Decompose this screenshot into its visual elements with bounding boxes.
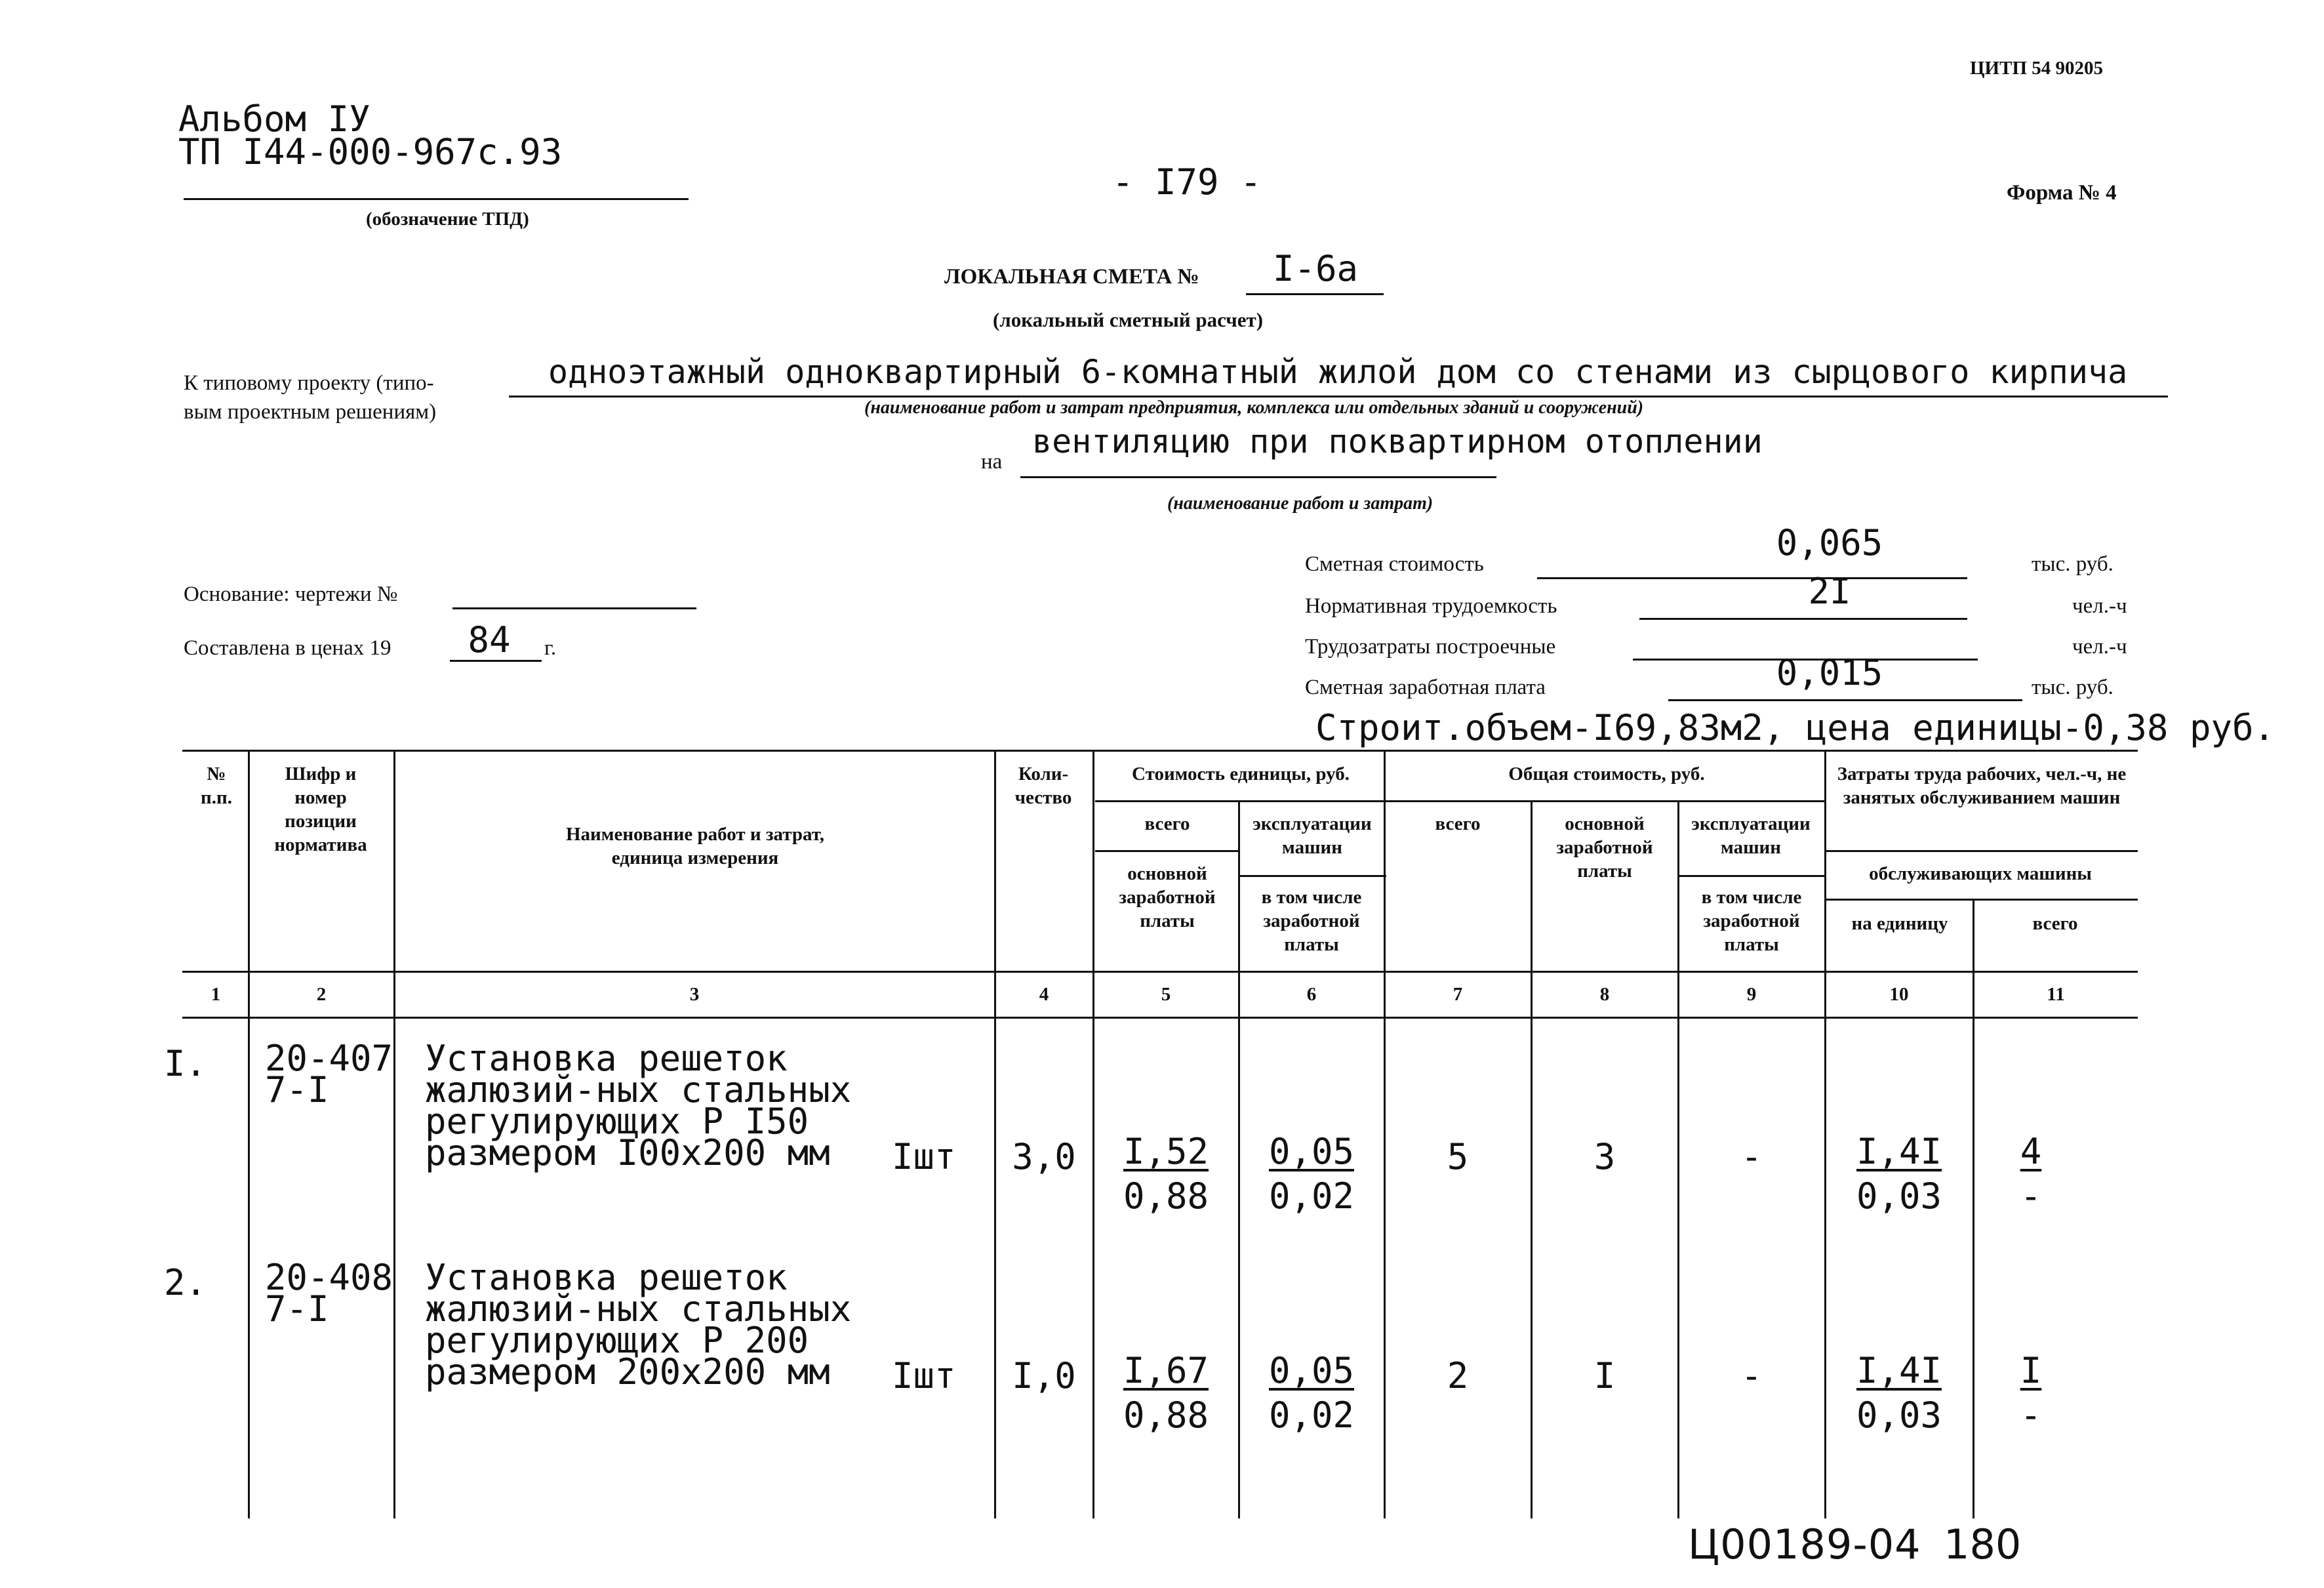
- form-number: Форма № 4: [2007, 181, 2117, 205]
- labor-intensity-unit: чел.-ч: [2072, 594, 2127, 618]
- row-1-total-machines: -: [1740, 1136, 1763, 1177]
- row-1-unit-basic-wages: 0,88: [1123, 1175, 1209, 1217]
- row-1-labor-total-machine: -: [2020, 1175, 2042, 1217]
- onsite-labor-unit: чел.-ч: [2072, 635, 2127, 659]
- estimated-cost-unit: тыс. руб.: [2032, 552, 2114, 576]
- header-labor-total: всего: [2032, 913, 2078, 934]
- header-labor: Затраты труда рабочих, чел.-ч, не занятых обслуживанием машин: [1837, 763, 2127, 808]
- row-2-unit: Iшт: [892, 1355, 956, 1396]
- column-number: 7: [1452, 984, 1463, 1005]
- row-2-unit-cost-cell: [1095, 1349, 1237, 1438]
- header-total-all: всего: [1435, 813, 1481, 834]
- col-divider-7: [1531, 800, 1533, 1518]
- row-1-unit-machines-cell: [1241, 1130, 1382, 1219]
- row-2-unit-machine-wages: 0,02: [1268, 1395, 1355, 1436]
- estimate-number: I-6а: [1272, 248, 1359, 289]
- row-2-num: 2.: [164, 1262, 207, 1303]
- page-number: - I79 -: [1112, 161, 1262, 203]
- row-2-total-basic-wages: I: [1593, 1355, 1616, 1396]
- project-number: ТП I44-000-967с.93: [178, 131, 563, 173]
- prices-label: Составлена в ценах 19: [184, 636, 391, 660]
- header-line-unit-machines: [1239, 875, 1386, 877]
- on-label: на: [981, 450, 1003, 474]
- project-name: одноэтажный одноквартирный 6-комнатный жилой дом со стенами из сырцового кирпича: [548, 353, 2128, 391]
- row-2-unit-cost: I,67: [1123, 1350, 1209, 1391]
- row-1-labor-per-unit-machine: 0,03: [1856, 1175, 1942, 1217]
- onsite-labor-label: Трудозатраты построечные: [1305, 635, 1556, 659]
- work-name-caption: (наименование работ и затрат): [1167, 493, 1433, 514]
- header-unit-cost: Стоимость единицы, руб.: [1132, 763, 1350, 784]
- labor-intensity-value: 2I: [1808, 571, 1851, 612]
- estimate-number-underline: [1246, 293, 1384, 295]
- column-number: 9: [1746, 984, 1757, 1005]
- header-unit-machines: эксплуатации машин: [1252, 813, 1372, 858]
- labor-intensity-underline: [1639, 618, 1967, 620]
- estimated-cost-label: Сметная стоимость: [1305, 552, 1484, 576]
- tpd-underline: [184, 198, 689, 200]
- row-2-total-machines: -: [1740, 1355, 1763, 1396]
- row-2-labor-per-unit-machine: 0,03: [1856, 1395, 1942, 1436]
- estimate-title: ЛОКАЛЬНАЯ СМЕТА №: [944, 265, 1199, 289]
- prices-suffix: г.: [544, 636, 557, 660]
- wages-underline: [1668, 699, 2022, 701]
- row-2-qty: I,0: [1012, 1355, 1076, 1396]
- row-1-code: 20-407 7-I: [265, 1038, 393, 1110]
- header-total-basic-wages: основной заработной платы: [1556, 813, 1653, 882]
- col-divider-5: [1238, 800, 1240, 1518]
- document-code: ЦИТП 54 90205: [1970, 58, 2104, 79]
- drawings-label: Основание: чертежи №: [184, 582, 398, 606]
- row-1-qty: 3,0: [1012, 1136, 1076, 1177]
- row-2-unit-machines-cell: [1241, 1349, 1382, 1438]
- tpd-caption: (обозначение ТПД): [366, 209, 529, 230]
- col-divider-8: [1677, 800, 1679, 1518]
- header-line-labor-2: [1826, 899, 2138, 901]
- row-1-num: I.: [164, 1043, 207, 1084]
- header-labor-machines: обслуживающих машины: [1869, 863, 2092, 884]
- column-number: 11: [2047, 984, 2065, 1005]
- row-2-labor-per-unit-cell: [1827, 1349, 1971, 1438]
- estimated-cost-value: 0,065: [1776, 522, 1883, 563]
- project-label-line2: вым проектным решениям): [184, 400, 437, 424]
- work-name: вентиляцию при поквартирном отоплении: [1032, 422, 1763, 460]
- header-line-total-cost: [1385, 800, 1826, 802]
- header-total-incl-wages: в том числе заработной платы: [1701, 887, 1802, 955]
- column-number: 4: [1039, 984, 1049, 1005]
- header-line-labor: [1826, 850, 2138, 852]
- column-number: 6: [1306, 984, 1317, 1005]
- row-1-labor-per-unit: I,4I: [1856, 1131, 1942, 1172]
- column-number: 2: [316, 984, 327, 1005]
- row-2-labor-total-cell: [1975, 1349, 2087, 1438]
- project-label-line1: К типовому проекту (типо-: [184, 371, 434, 395]
- header-unit-incl-wages: в том числе заработной платы: [1261, 887, 1362, 955]
- row-1-unit-cost: I,52: [1123, 1131, 1209, 1172]
- column-number: 8: [1599, 984, 1610, 1005]
- volume-note: Строит.объем-I69,83м2, цена единицы-0,38 руб.: [1315, 707, 2275, 748]
- header-total-cost: Общая стоимость, руб.: [1508, 763, 1705, 784]
- estimate-subtitle: (локальный сметный расчет): [993, 308, 1264, 331]
- header-bottom-border: [182, 971, 2138, 973]
- header-line-total-machines: [1677, 875, 1826, 877]
- row-1-total-basic-wages: 3: [1593, 1136, 1616, 1177]
- work-name-underline: [1020, 476, 1496, 478]
- column-number: 5: [1161, 984, 1171, 1005]
- header-labor-per-unit: на единицу: [1851, 913, 1948, 934]
- row-1-name: Установка решеток жалюзий-ных стальных регулирующих Р I50 размером I00х200 мм: [425, 1038, 852, 1173]
- row-2-name: Установка решеток жалюзий-ных стальных регулирующих Р 200 размером 200х200 мм: [425, 1257, 852, 1393]
- col-divider-6: [1384, 750, 1386, 1518]
- header-qty: Коли-чество: [1014, 763, 1072, 808]
- row-2-code: 20-408 7-I: [265, 1257, 393, 1330]
- prices-year-underline: [450, 660, 542, 662]
- wages-unit: тыс. руб.: [2032, 676, 2114, 699]
- header-unit-basic-wages: основной заработной платы: [1119, 863, 1216, 931]
- row-2-unit-basic-wages: 0,88: [1123, 1395, 1209, 1436]
- row-1-total-all: 5: [1447, 1136, 1469, 1177]
- album-label: Альбом IУ: [178, 98, 371, 140]
- col-divider-9: [1824, 750, 1826, 1518]
- header-line-unit-cost: [1095, 800, 1386, 802]
- row-1-labor-per-unit-cell: [1827, 1130, 1971, 1219]
- labor-intensity-label: Нормативная трудоемкость: [1305, 594, 1557, 618]
- header-code: Шифр и номер позиции норматива: [274, 763, 367, 855]
- column-number-bottom: [182, 1017, 2138, 1019]
- footer-sheet-number: 180: [1944, 1520, 2022, 1568]
- row-2-unit-machines: 0,05: [1268, 1350, 1355, 1391]
- header-total-machines: эксплуатации машин: [1691, 813, 1811, 858]
- header-num: № п.п.: [201, 763, 232, 808]
- row-1-unit-machines: 0,05: [1268, 1131, 1355, 1172]
- row-1-labor-total-cell: [1975, 1130, 2087, 1219]
- project-name-caption: (наименование работ и затрат предприятия, комплекса или отдельных зданий и сооружений): [864, 397, 1644, 418]
- header-name: Наименование работ и затрат, единица измерения: [565, 824, 825, 868]
- column-number: 3: [689, 984, 700, 1005]
- col-divider-1: [248, 750, 250, 1518]
- column-number: 10: [1889, 984, 1909, 1005]
- col-divider-4: [1092, 750, 1094, 1518]
- col-divider-2: [393, 750, 395, 1518]
- drawings-underline: [452, 607, 696, 609]
- wages-label: Сметная заработная плата: [1305, 676, 1546, 699]
- table-top-border: [182, 750, 2138, 752]
- column-number: 1: [210, 984, 221, 1005]
- row-2-labor-total-machine: -: [2020, 1395, 2042, 1436]
- wages-value: 0,015: [1776, 652, 1883, 693]
- row-1-unit-cost-cell: [1095, 1130, 1237, 1219]
- header-line-unit-basic: [1095, 850, 1239, 852]
- col-divider-3: [994, 750, 996, 1518]
- header-unit-total: всего: [1144, 813, 1190, 834]
- row-1-labor-total: 4: [2020, 1131, 2042, 1172]
- prices-year: 84: [468, 619, 511, 661]
- row-1-unit: Iшт: [892, 1136, 956, 1177]
- row-2-labor-total: I: [2020, 1350, 2042, 1391]
- row-2-labor-per-unit: I,4I: [1856, 1350, 1942, 1391]
- col-divider-10: [1973, 899, 1974, 1518]
- row-1-unit-machine-wages: 0,02: [1268, 1175, 1355, 1217]
- footer-stamp: Ц00189-04: [1688, 1520, 1921, 1568]
- row-2-total-all: 2: [1447, 1355, 1469, 1396]
